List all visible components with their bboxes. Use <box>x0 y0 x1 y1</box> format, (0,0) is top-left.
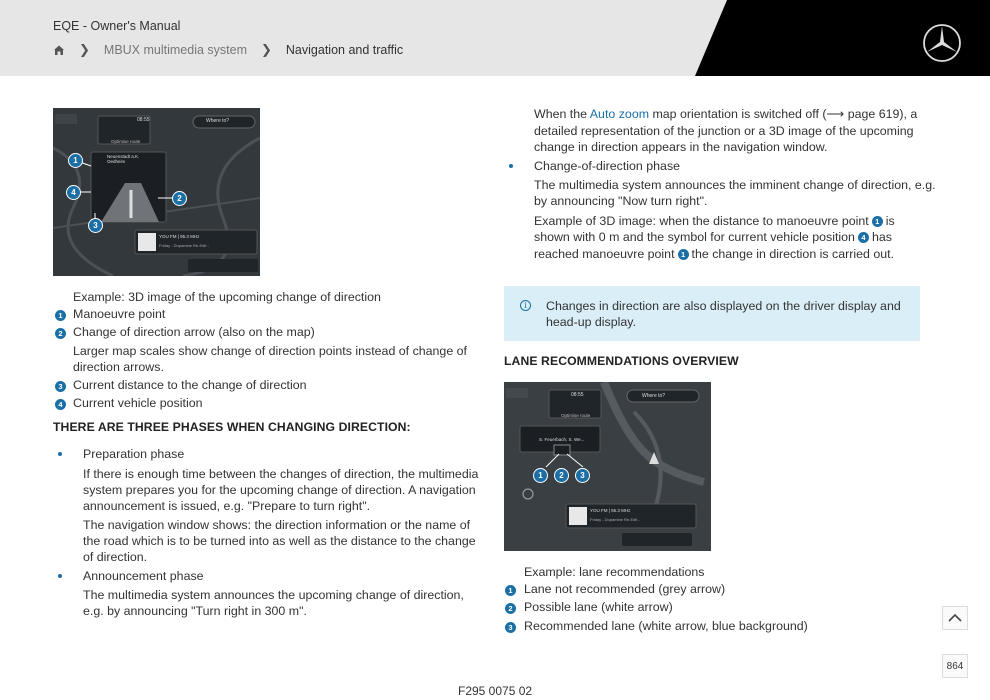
inline-callout: 4 <box>858 232 869 243</box>
manual-title: EQE - Owner's Manual <box>53 19 181 33</box>
legend-number: 1 <box>55 310 66 321</box>
info-icon: i <box>520 300 531 311</box>
legend-number: 3 <box>505 622 516 633</box>
brand-star-logo <box>922 23 962 63</box>
legend-text: Current vehicle position <box>73 396 203 410</box>
info-note-box <box>504 286 920 341</box>
street-name: S. Feuerbach, S. We... <box>539 437 585 442</box>
map-illustration <box>504 382 711 551</box>
example-line: reached manoeuvre point 1 the change in direction is carried out. <box>534 247 895 261</box>
chevron-right-icon: ❯ <box>261 42 272 57</box>
legend-text: Change of direction arrow (also on the map) <box>73 325 315 339</box>
legend-number: 2 <box>55 328 66 339</box>
bullet-dot <box>58 574 62 578</box>
callout-2: 2 <box>554 468 569 483</box>
phase-text: of direction. <box>83 550 148 564</box>
callout-3: 3 <box>575 468 590 483</box>
auto-zoom-link[interactable]: Auto zoom <box>589 107 650 121</box>
breadcrumb-item-mbux[interactable]: MBUX multimedia system <box>103 43 247 57</box>
clock-readout: 08:55 <box>137 117 150 123</box>
auto-zoom-paragraph: When the Auto zoom map orientation is switched off (⟶ page 619), a <box>534 107 918 121</box>
radio-station: YOU FM | 95.3 MHz <box>590 508 631 513</box>
phase-text: If there is enough time between the changes of direction, the multimedia <box>83 467 479 481</box>
callout-2: 2 <box>172 191 187 206</box>
legend-number: 2 <box>505 603 516 614</box>
phase-text: The multimedia system announces the imminent change of direction, e.g. <box>534 178 936 192</box>
page-header <box>0 0 990 76</box>
phase-text: by announcing "Now turn right". <box>534 194 708 208</box>
section-heading-lanes: LANE RECOMMENDATIONS OVERVIEW <box>504 354 739 368</box>
phase-title-preparation: Preparation phase <box>83 447 185 461</box>
phase-text: The navigation window shows: the direction information or the name of <box>83 518 471 532</box>
bullet-dot <box>509 164 513 168</box>
phase-text: system prepares you for the upcoming change of direction. A navigation <box>83 483 476 497</box>
where-to-search: Where to? <box>206 118 230 124</box>
where-to-search: Where to? <box>642 393 666 399</box>
callout-3: 3 <box>88 218 103 233</box>
phase-text: e.g. by announcing "Turn right in 300 m". <box>83 604 307 618</box>
scroll-top-button[interactable] <box>942 606 968 630</box>
legend-number: 1 <box>505 585 516 596</box>
info-text: Changes in direction are also displayed on the driver display and <box>546 299 901 313</box>
paragraph-text: change in direction appears in the navigation window. <box>534 140 828 154</box>
legend-text: Possible lane (white arrow) <box>524 600 673 614</box>
info-text: head-up display. <box>546 315 637 329</box>
radio-station: YOU FM | 95.3 MHz <box>159 234 200 239</box>
figure-caption: Example: lane recommendations <box>524 565 705 579</box>
breadcrumb-item-current: Navigation and traffic <box>285 43 404 57</box>
callout-4: 4 <box>66 185 81 200</box>
paragraph-text: detailed representation of the junction or a 3D image of the upcoming <box>534 124 914 138</box>
legend-number: 4 <box>55 399 66 410</box>
phase-text: the road which is to be turned into as well as the distance to the change <box>83 534 476 548</box>
section-heading-phases: THERE ARE THREE PHASES WHEN CHANGING DIRECTION: <box>53 420 411 434</box>
bullet-dot <box>58 452 62 456</box>
breadcrumb <box>53 42 403 58</box>
figure-lane-recommendations-screenshot <box>504 382 711 551</box>
home-icon[interactable] <box>53 44 65 56</box>
figure-code: F295 0075 02 <box>458 684 533 698</box>
callout-1: 1 <box>68 153 83 168</box>
legend-text: Lane not recommended (grey arrow) <box>524 582 726 596</box>
inline-callout: 1 <box>678 249 689 260</box>
phase-title-announcement: Announcement phase <box>83 569 204 583</box>
map-illustration <box>53 108 260 276</box>
chevron-up-icon <box>948 613 962 623</box>
legend-text: Current distance to the change of direction <box>73 378 307 392</box>
radio-track: Friday - Dopamine Re-Edit - <box>590 517 640 522</box>
clock-readout: 08:55 <box>571 392 584 398</box>
phase-text: The multimedia system announces the upcoming change of direction, <box>83 588 464 602</box>
figure-caption: Example: 3D image of the upcoming change of direction <box>73 290 381 304</box>
legend-text: Recommended lane (white arrow, blue background) <box>524 619 808 633</box>
figure-3d-direction-screenshot <box>53 108 260 276</box>
radio-track: Friday - Dopamine Re-Edit - <box>159 243 209 248</box>
optimise-route-label: Optimise route <box>111 139 141 144</box>
phase-text: announcement is issued, e.g. "Prepare to turn right". <box>83 499 371 513</box>
chevron-right-icon: ❯ <box>79 42 90 57</box>
phase-title-change: Change-of-direction phase <box>534 159 681 173</box>
optimise-route-label: Optimise route <box>561 413 591 418</box>
legend-number: 3 <box>55 381 66 392</box>
example-line: Example of 3D image: when the distance to manoeuvre point 1 is <box>534 214 895 228</box>
legend-text: direction arrows. <box>73 360 164 374</box>
legend-text: Manoeuvre point <box>73 307 166 321</box>
inline-callout: 1 <box>872 216 883 227</box>
example-line: shown with 0 m and the symbol for current vehicle position 4 has <box>534 230 892 244</box>
street-name: Neuenstadt a.K. Oedheim <box>107 154 140 164</box>
callout-1: 1 <box>533 468 548 483</box>
legend-text: Larger map scales show change of direction points instead of change of <box>73 344 467 358</box>
page-number-badge: 864 <box>942 654 968 678</box>
